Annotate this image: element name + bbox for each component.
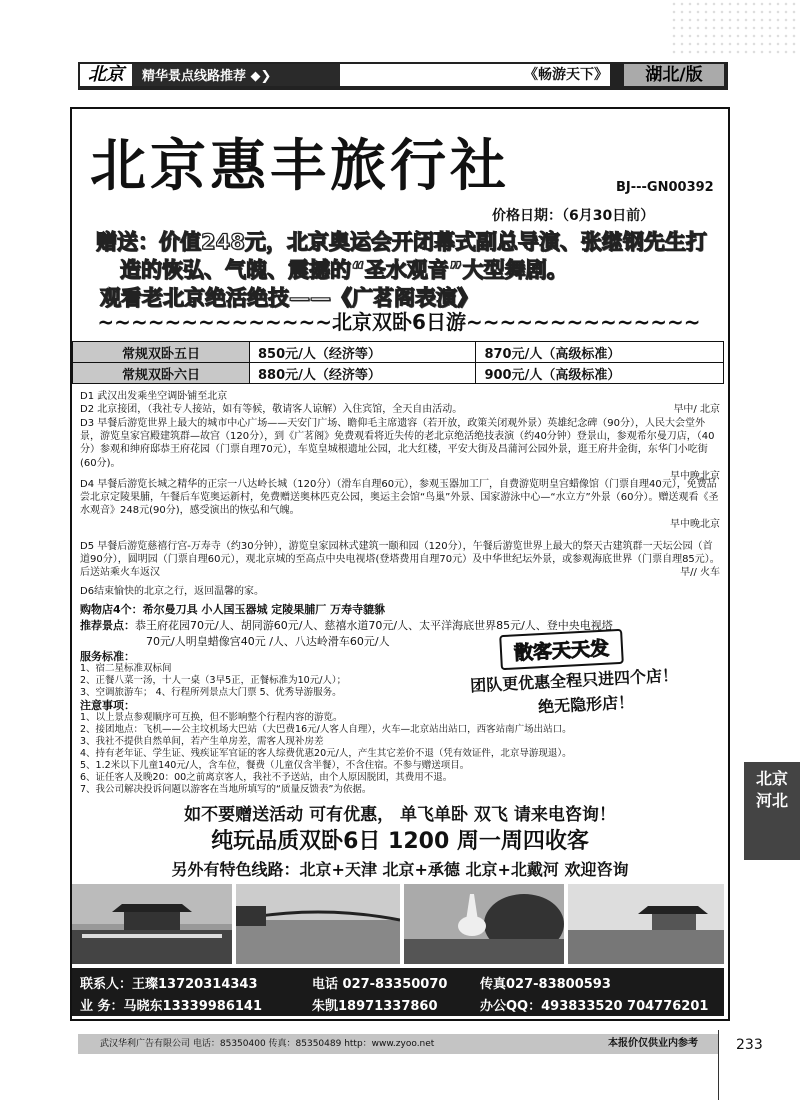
notes-title: 注意事项： [80,699,135,712]
price-high: 870元/人（高级标准） [476,342,724,363]
itinerary-day-5 [80,540,720,580]
header-brand: 《畅游天下》 [524,67,608,83]
promo-line-2: 绝无隐形店！ [537,692,635,717]
price-date: 价格日期：（6月30日前） [492,208,655,224]
itinerary-day-5-text: D5 早餐后游览慈禧行宫-万寿寺（约30分钟），游览皇家园林式建筑一颐和园（120分），午餐后游览世界上最大的祭天古建筑群一天坛公园（首道90分），圆明园（门票自理60元），观北京城的至高点中央电视塔(登塔费用自理70元）及中华世纪坛外景，或参观海底世界（门票自理85元）。后送站乘火车返汉 [80,541,720,579]
photo-bridge [236,884,400,964]
photo-palace [72,884,232,964]
itinerary-day-5-meal: 早// 火车 [680,567,720,579]
bottom-line-1: 如不要赠送活动 可有优惠， 单飞单卧 双飞 请来电咨询！ [184,805,616,825]
service-item: 1、宿二星标准双标间 [80,663,172,674]
photo-white-pagoda [404,884,564,964]
header-title: 精华景点线路推荐 [142,69,247,84]
side-tab-line-2: 河北 [755,791,788,810]
itinerary-day-2-text: D2 北京接团，（我社专人接站，如有等候，敬请客人谅解）入住宾馆，全天自由活动。 [80,404,463,415]
note-item: 6、证任客人及晚20：00之前离京客人，我社不予送站，由个人原因脱团，其费用不退。 [80,772,453,783]
note-item: 4、持有老年证、学生证、残疾证军官证的客人综费优惠20元/人，产生其它差价不退（凭有效证件，北京导游现退）。 [80,748,572,759]
route-code: BJ---GN00392 [616,180,714,195]
contact-phone: 电话 027-83350070 [312,977,448,992]
table-row [73,363,724,384]
photo-temple [568,884,724,964]
footer-publisher: 武汉华利广告有限公司 电话：85350400 传真：85350489 http：www.zyoo.net [100,1039,435,1049]
gift-line-1: 赠送：价值248元，北京奥运会开闭幕式副总导演、张继钢先生打 [96,230,707,254]
contact-qq: 办公QQ：493833520 704776201 [480,999,709,1014]
service-item: 3、空调旅游车； 4、行程所列景点大门票 5、优秀导游服务。 [80,687,342,698]
agency-name: 北京惠丰旅行社 [90,133,510,199]
itinerary-day-3-text: D3 早餐后游览世界上最大的城市中心广场——天安门广场、瞻仰毛主席遗容（若开放，政策关闭观外景）英雄纪念碑（90分），人民大会堂外景，游览皇家宫殿建筑群—故宫（120分），到《广茗阁》免费观看将近失传的老北京绝活绝技表演（约40分钟）登景山，参观希尔曼刀店，（40分）参观和绅府邸恭王府花园（门票自理70元），车览皇城根遗址公园，北大红楼，平安大街及昌蒲河公园外景，逛王府井金街，东华门小吃街(60分)。 [80,418,715,469]
service-standard [80,651,500,699]
price-high: 900元/人（高级标准） [476,363,724,384]
itinerary-day-6: D6结束愉快的北京之行，返回温馨的家。 [80,586,265,597]
service-item: 2、正餐八菜一汤，十人一桌（3早5正，正餐标准为10元/人）； [80,675,347,686]
recommend-line-1: 恭王府花园70元/人、胡同游60元/人、慈禧水道70元/人、太平洋海底世界85元/人、登中央电视塔 [135,619,613,632]
note-item: 3、我社不提供自然单间，若产生单房差，需客人现补房差 [80,736,324,747]
recommended-spots [80,618,720,650]
note-item: 5、1.2米以下儿童140元/人，含车位，餐费（儿童仅含半餐），不含住宿。不参与赠送项目。 [80,760,470,771]
bottom-line-3: 另外有特色线路：北京+天津 北京+承德 北京+北戴河 欢迎咨询 [171,860,629,879]
header-left [80,64,340,86]
contact-business-2: 朱凯18971337860 [312,999,438,1014]
notes [80,700,720,796]
diamond-arrow-icon: ◆❯ [250,69,272,84]
footer-bar [78,1034,718,1054]
recommend-line-2: 70元/人明皇蜡像宫40元 /人、八达岭滑车60元/人 [146,635,390,648]
price-label: 常规双卧五日 [73,342,250,363]
header-edition: 湖北/版 [624,64,724,86]
price-label: 常规双卧六日 [73,363,250,384]
table-row [73,342,724,363]
gift-line-3: 观看老北京绝活绝技——《广茗阁表演》 [100,286,478,310]
promo-line-1: 团队更优惠全程只进四个店！ [469,665,679,696]
itinerary-day-3 [80,417,720,483]
daily-departure-badge: 散客天天发 [499,629,624,670]
itinerary-day-4-text: D4 早餐后游览长城之精华的正宗一八达岭长城（120分）（滑车自理60元），参观玉器加工厂，自费游览明皇宫蜡像馆（门票自理40元），免费品尝北京定陵果脯，午餐后车览奥运新村，免费赠送奥林匹克公园，奥运主会馆“鸟巢”外景、国家游泳中心—“水立方”外景（60分）。赠送观看《圣水观音》248元(90分)，感受演出的恢弘和气魄。 [80,479,719,517]
footer-note: 本报价仅供业内参考 [608,1038,698,1049]
note-item: 2、接团地点：飞机——公主坟机场大巴站（大巴费16元/人客人自理），火车—北京站出站口，西客站南广场出站口。 [80,724,572,735]
price-economy: 880元/人（经济等） [250,363,476,384]
footer-divider [718,1030,719,1100]
note-item: 1、以上景点参观顺序可互换，但不影响整个行程内容的游览。 [80,712,343,723]
contact-business: 业 务：马晓东13339986141 [80,999,263,1014]
itinerary-day-2-meal: 早中/ 北京 [673,404,720,415]
side-tab-line-1: 北京 [755,769,788,788]
price-economy: 850元/人（经济等） [250,342,476,363]
bottom-line-2: 纯玩品质双卧6日 1200 周一周四收客 [211,829,589,854]
route-title: ~~~~~~~~~~~~~~北京双卧6日游~~~~~~~~~~~~~~ [97,310,701,334]
contact-person: 联系人：王璨13720314343 [80,977,258,992]
header-city: 北京 [80,64,132,86]
itinerary-day-4 [80,478,720,531]
recommend-label: 推荐景点： [80,619,135,632]
price-table [72,341,724,384]
itinerary-day-1: D1 武汉出发乘坐空调卧铺至北京 [80,391,228,402]
page-number: 233 [736,1037,763,1053]
itinerary-day-3-meal: 早中晚北京 [670,470,720,482]
corner-dot-pattern [670,0,800,55]
region-side-tab [744,762,800,860]
contact-fax: 传真027-83800593 [480,977,611,992]
note-item: 7、我公司解决投诉问题以游客在当地所填写的“质量反馈表”为依据。 [80,784,372,795]
itinerary-day-2 [80,403,720,416]
contact-bar [72,968,724,1016]
itinerary-day-4-meal: 早中晚北京 [670,518,720,530]
shopping-list: 购物店4个：希尔曼刀具 小人国玉器城 定陵果脯厂 万寿寺貔貅 [80,603,386,616]
service-title: 服务标准： [80,650,135,663]
gift-line-2: 造的恢弘、气魄、震撼的“圣水观音”大型舞剧。 [120,258,568,282]
